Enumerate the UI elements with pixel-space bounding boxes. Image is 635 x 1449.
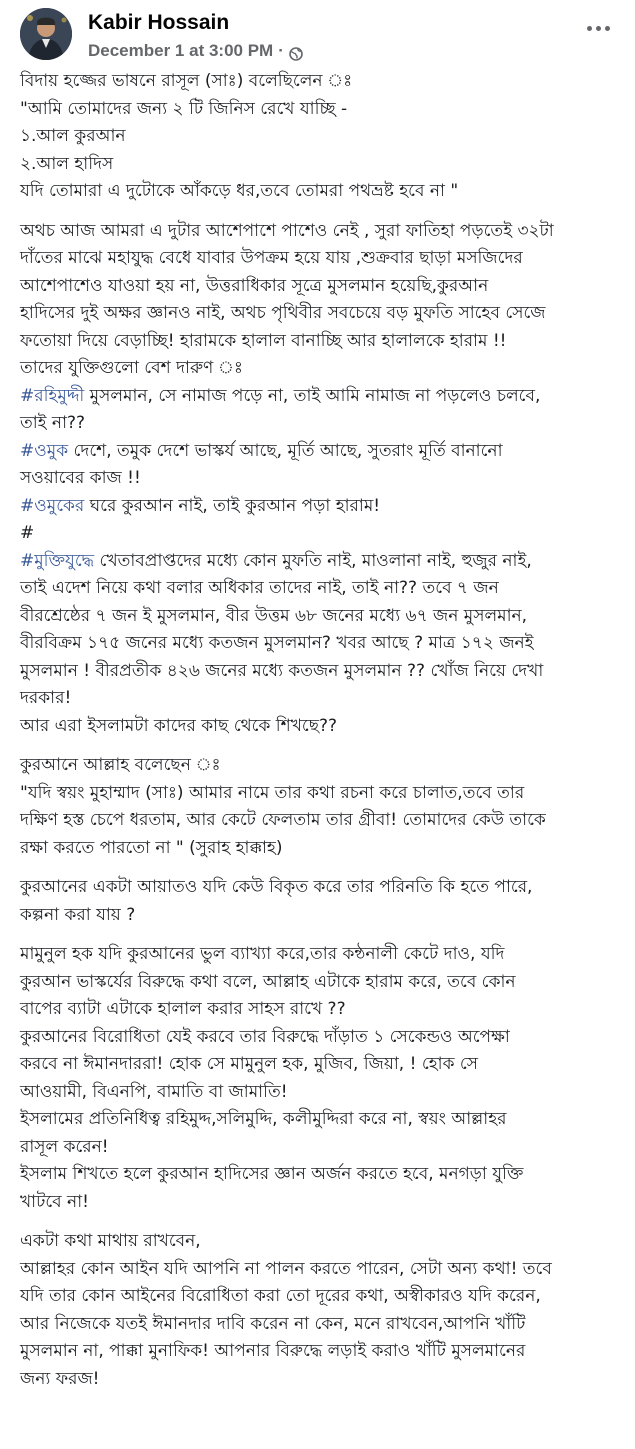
post-text-line — [20, 630, 620, 658]
post-text-segment: বীরশ্রেষ্ঠের ৭ জন ই মুসলমান, বীর উত্তম ৬৮ জনের মধ্যে ৬৭ জন মুসলমান, — [20, 605, 528, 626]
post-text-segment: হাদিসের দুই অক্ষর জ্ঞানও নাই, অথচ পৃথিবীর সবচেয়ে বড় মুফতি সাহেব সেজে — [20, 303, 546, 323]
post-text-segment: মুসলমান না, পাক্কা মুনাফিক! আপনার বিরুদ্ধে লড়াই করাও খাঁটি মুসলমানের — [20, 1341, 526, 1361]
post-text-line — [20, 1366, 620, 1394]
post-text-segment: বীরবিক্রম ১৭৫ জনের মধ্যে কতজন মুসলমান? খবর আছে ? মাত্র ১৭২ জনই — [20, 633, 534, 653]
post-text-segment: দাঁতের মাঝে মহাযুদ্ধ বেধে যাবার উপক্রম হয়ে যায় ,শুক্রবার ছাড়া মসজিদের — [20, 248, 523, 268]
post-meta — [88, 40, 303, 62]
post-text-segment: জন্য ফরজ! — [20, 1368, 100, 1389]
post-text-segment: তাই এদেশ নিয়ে কথা বলার অধিকার তাদের নাই, তাই না?? তবে ৭ জন — [20, 578, 499, 598]
post-text-line — [20, 465, 620, 493]
avatar[interactable] — [20, 8, 72, 60]
post-text-segment: তাদের যুক্তিগুলো বেশ দারুণ ঃ — [20, 358, 243, 378]
post-header — [0, 0, 635, 64]
post-text-line — [20, 178, 620, 206]
post-text-line — [20, 1051, 620, 1079]
post-text-segment: কুরআনের বিরোধিতা যেই করবে তার বিরুদ্ধে দাঁড়াত ১ সেকেন্ডও অপেক্ষা — [20, 1026, 510, 1047]
post-text-segment: "যদি স্বয়ং মুহাম্মাদ (সাঃ) আমার নামে তার কথা রচনা করে চালাত,তবে তার — [20, 782, 525, 803]
post-text-segment: মুসলমান ! বীরপ্রতীক ৪২৬ জনের মধ্যে কতজন মুসলমান ?? খোঁজ নিয়ে দেখা — [20, 660, 544, 681]
post-text-line — [20, 1079, 620, 1107]
post-text-line — [20, 1189, 620, 1217]
post-text-line — [20, 123, 620, 151]
post-text-segment: কুরআনে আল্লাহ বলেছেন ঃ — [20, 755, 221, 775]
post-text-segment: দেশে, তমুক দেশে ভাস্কর্য আছে, মূর্তি আছে, সুতরাং মূর্তি বানানো — [68, 440, 503, 461]
post-text-line — [20, 300, 620, 328]
post-paragraph — [20, 874, 620, 929]
post-text-line — [20, 1106, 620, 1134]
post-text-line — [20, 438, 620, 466]
post-text-segment: খেতাবপ্রাপ্তদের মধ্যে কোন মুফতি নাই, মাওলানা নাই, হুজুর নাই, — [94, 550, 532, 571]
author-name[interactable]: Kabir Hossain — [88, 11, 230, 34]
post-text-line — [20, 941, 620, 969]
post-text-segment: ঘরে কুরআন নাই, তাই কুরআন পড়া হারাম! — [84, 495, 381, 516]
post-text-segment: ইসলাম শিখতে হলে কুরআন হাদিসের জ্ঞান অর্জন করতে হবে, মনগড়া যুক্তি — [20, 1164, 524, 1184]
post-text-line — [20, 1256, 620, 1284]
post-text-line — [20, 273, 620, 301]
post-text-segment: রাসূল করেন! — [20, 1136, 109, 1157]
globe-icon — [289, 45, 303, 59]
hashtag-link[interactable]: #রহিমুদ্দী — [20, 385, 85, 406]
post-text-segment: আওয়ামী, বিএনপি, বামাতি বা জামাতি! — [20, 1081, 288, 1102]
post-text-segment: কুরআনের একটা আয়াতও যদি কেউ বিকৃত করে তার পরিনতি কি হতে পারে, — [20, 877, 533, 897]
post-text-segment: দক্ষিণ হস্ত চেপে ধরতাম, আর কেটে ফেলতাম তার গ্রীবা! তোমাদের কেউ তাকে — [20, 810, 546, 830]
post-text-segment: দরকার! — [20, 688, 72, 708]
post-text-line — [20, 835, 620, 863]
post-text-segment: করবে না ঈমানদাররা! হোক সে মামুনুল হক, মুজিব, জিয়া, ! হোক সে — [20, 1054, 478, 1074]
post-text-line — [20, 328, 620, 356]
post-text-segment: রক্ষা করতে পারতো না " (সুরাহ হাক্কাহ) — [20, 837, 283, 858]
more-dot — [587, 26, 592, 31]
post-text-line — [20, 493, 620, 521]
post-text-segment: আশেপাশেও যাওয়া হয় না, উত্তরাধিকার সূত্রে মুসলমান হয়েছি,কুরআন — [20, 275, 489, 296]
post-text-segment: সওয়াবের কাজ !! — [20, 468, 141, 488]
post-text-line — [20, 410, 620, 438]
post-text-line — [20, 1161, 620, 1189]
post-text-segment: ২.আল হাদিস — [20, 153, 114, 174]
post-text-segment: একটা কথা মাথায় রাখবেন, — [20, 1231, 201, 1251]
post-text-segment: বিদায় হজ্জের ভাষনে রাসূল (সাঃ) বলেছিলেন ঃ — [20, 71, 353, 91]
post-text-segment: বাপের ব্যাটা এটাকে হালাল করার সাহস রাখে ?? — [20, 999, 346, 1019]
post-text-line — [20, 603, 620, 631]
post-text-line — [20, 1283, 620, 1311]
more-dot — [605, 26, 610, 31]
post-text-segment: যদি তোমারা এ দুটোকে আঁকড়ে ধর,তবে তোমরা পথভ্রষ্ট হবে না " — [20, 181, 459, 201]
post-text-line — [20, 902, 620, 930]
post-text-line — [20, 355, 620, 383]
post-text-line — [20, 1311, 620, 1339]
post-text-segment: মুসলমান, সে নামাজ পড়ে না, তাই আমি নামাজ না পড়লেও চলবে, — [84, 385, 541, 406]
post-text-line — [20, 685, 620, 713]
hashtag-link[interactable]: #ওমুকের — [20, 495, 85, 516]
post-text-line — [20, 1024, 620, 1052]
hashtag-link[interactable]: #ওমুক — [20, 440, 69, 461]
post-text-segment: ১.আল কুরআন — [20, 126, 126, 146]
meta-separator: · — [278, 41, 284, 60]
post-text-line — [20, 752, 620, 780]
post-body — [20, 68, 620, 1405]
post-text-line — [20, 996, 620, 1024]
post-text-segment: কল্পনা করা যায় ? — [20, 904, 136, 925]
post-text-segment: "আমি তোমাদের জন্য ২ টি জিনিস রেখে যাচ্ছি - — [20, 98, 348, 119]
post-text-segment: কুরআন ভাস্কর্যের বিরুদ্ধে কথা বলে, আল্লাহ এটাকে হারাম করে, তবে কোন — [20, 971, 516, 992]
post-text-line — [20, 520, 620, 548]
post-text-segment: আল্লাহর কোন আইন যদি আপনি না পালন করতে পারেন, সেটা অন্য কথা! তবে — [20, 1258, 552, 1279]
post-paragraph — [20, 218, 620, 741]
post-text-line — [20, 96, 620, 124]
post-text-segment: # — [20, 523, 35, 543]
post-text-line — [20, 969, 620, 997]
post-text-line — [20, 548, 620, 576]
post-text-line — [20, 151, 620, 179]
post-text-line — [20, 1228, 620, 1256]
post-text-segment: ফতোয়া দিয়ে বেড়াচ্ছি! হারামকে হালাল বানাচ্ছি আর হালালকে হারাম !! — [20, 330, 507, 351]
post-text-segment: অথচ আজ আমরা এ দুটার আশেপাশে পাশেও নেই , সুরা ফাতিহা পড়তেই ৩২টা — [20, 220, 554, 241]
post-timestamp[interactable]: December 1 at 3:00 PM — [88, 41, 274, 60]
post-text-line — [20, 218, 620, 246]
hashtag-link[interactable]: #মুক্তিযুদ্ধে — [20, 550, 95, 571]
post-text-line — [20, 68, 620, 96]
post-paragraph — [20, 68, 620, 206]
post-text-segment: আর এরা ইসলামটা কাদের কাছ থেকে শিখছে?? — [20, 715, 338, 736]
post-text-line — [20, 383, 620, 411]
post-text-segment: ইসলামের প্রতিনিধিত্ব রহিমুদ্দ,সলিমুদ্দি, কলীমুদ্দিরা করে না, স্বয়ং আল্লাহর — [20, 1109, 507, 1129]
post-text-line — [20, 658, 620, 686]
post-text-segment: মামুনুল হক যদি কুরআনের ভুল ব্যাখ্যা করে,তার কন্ঠনালী কেটে দাও, যদি — [20, 944, 505, 964]
post-paragraph — [20, 941, 620, 1216]
post-paragraph — [20, 752, 620, 862]
post-text-line — [20, 1338, 620, 1366]
post-text-line — [20, 780, 620, 808]
post-text-line — [20, 713, 620, 741]
post-text-line — [20, 575, 620, 603]
post-text-segment: খাটবে না! — [20, 1191, 89, 1212]
post-text-segment: তাই না?? — [20, 413, 86, 433]
post-text-line — [20, 807, 620, 835]
post-text-segment: আর নিজেকে যতই ঈমানদার দাবি করেন না কেন, মনে রাখবেন,আপনি খাঁটি — [20, 1313, 526, 1334]
more-options-icon[interactable] — [581, 16, 615, 40]
more-dot — [596, 26, 601, 31]
post-paragraph — [20, 1228, 620, 1393]
post-text-line — [20, 1134, 620, 1162]
post-text-segment: যদি তার কোন আইনের বিরোধিতা করা তো দূরের কথা, অস্বীকারও যদি করেন, — [20, 1286, 541, 1306]
post-text-line — [20, 245, 620, 273]
post-text-line — [20, 874, 620, 902]
